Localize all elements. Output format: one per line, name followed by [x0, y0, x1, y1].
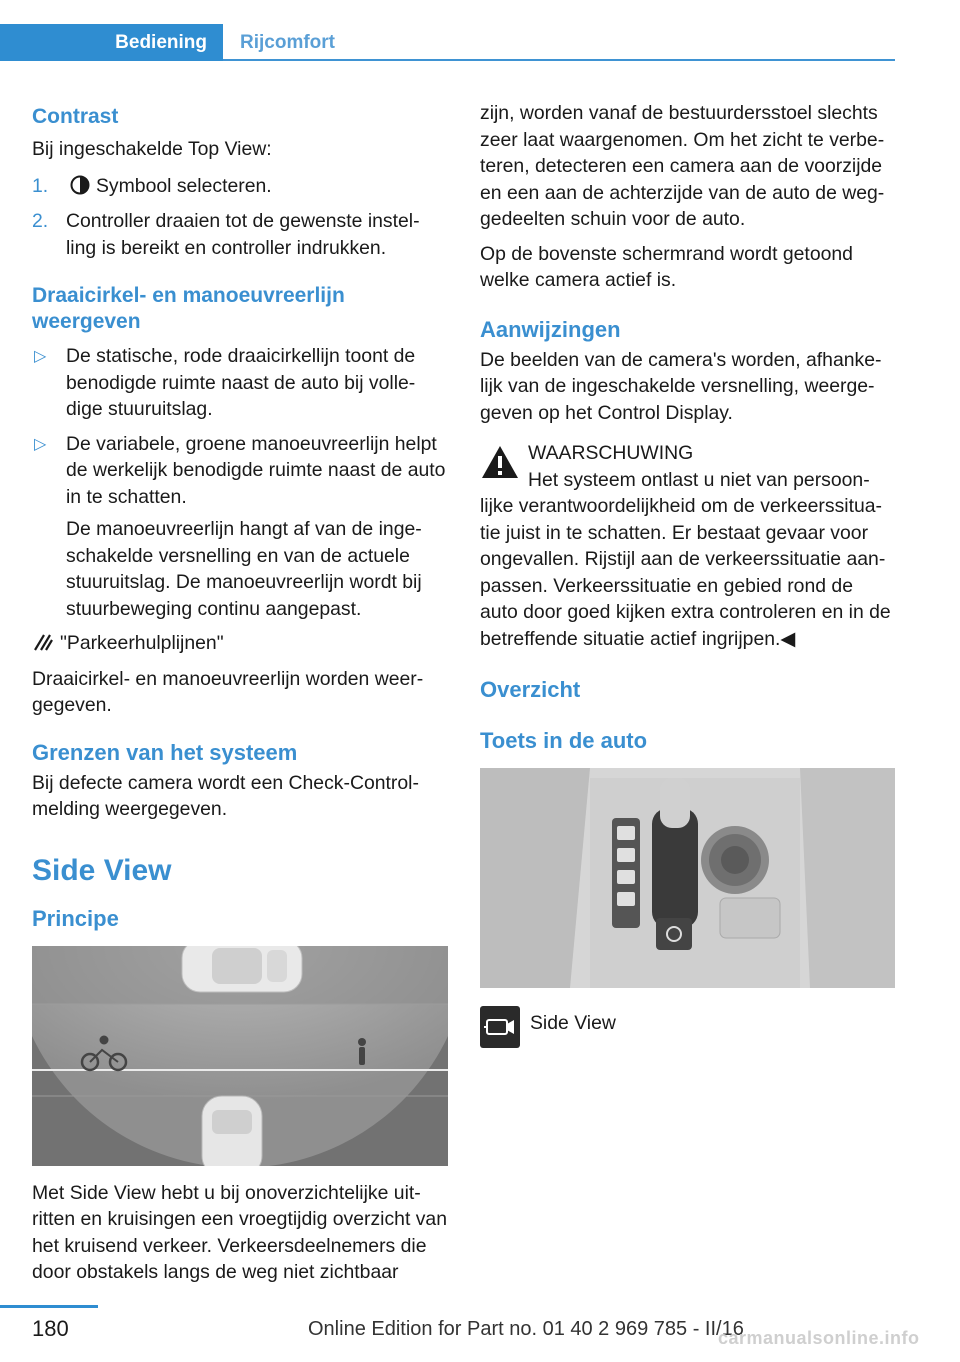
header-rule: [223, 59, 895, 61]
parking-lines-option: [32, 630, 448, 660]
bullet-text: De statische, rode draaicirkellijn toont de benodigde ruimte naast de auto bij volle-dige stuuruitslag.: [66, 345, 416, 420]
contrast-heading: Contrast: [32, 105, 119, 128]
triangle-bullet-icon: ▷: [34, 435, 47, 453]
parking-lines-desc: Draaicirkel- en manoeuvreerlijn worden weer-gegeven.: [32, 667, 424, 716]
warning-title: WAARSCHUWING: [528, 442, 694, 464]
limits-text: Bij defecte camera wordt een Check-Control-melding weergegeven.: [32, 771, 419, 820]
step-item: [32, 173, 448, 203]
footer-rule: [0, 1305, 98, 1308]
warning-triangle-icon: [480, 444, 520, 485]
limits-heading: Grenzen van het systeem: [32, 739, 298, 765]
contrast-steps: [32, 173, 448, 262]
warning-text: Het systeem ontlast u niet van persoon-lijke verantwoordelijkheid om de verkeerssitua-tie juist in te schatten. Er bestaat gevaar voor ongevallen. Rijstijl aan de verkeerssituatie aan-passen. Verkeerssituatie en gebied rond de auto door goed kijken extra controleren en in de betreffende situatie actief ingrijpen.◀: [480, 468, 891, 650]
parking-lines-icon: [32, 632, 54, 660]
step-text: Controller draaien tot de gewenste instel-ling is bereikt en controller indrukken.: [66, 210, 420, 259]
overview-heading: Overzicht: [480, 677, 581, 702]
hints-text: De beelden van de camera's worden, afhanke-lijk van de ingeschakelde versnelling, weerge-geven op het Control Display.: [480, 348, 882, 424]
bullet-item: [32, 431, 448, 623]
side-view-button-label: Side View: [530, 1012, 616, 1034]
center-console-photo: [480, 768, 895, 988]
principle-continued: zijn, worden vanaf de bestuurdersstoel slechts zeer laat waargenomen. Om het zicht te verbe-teren, detecteren een camera aan de voorzijde en een aan de achterzijde van de auto de weg-gedeelten schuin voor de auto.: [480, 102, 885, 230]
tab-bediening[interactable]: Bediening: [0, 24, 223, 61]
principle-heading: Principe: [32, 905, 119, 931]
side-view-button-legend: [480, 1006, 896, 1050]
contrast-icon: [70, 175, 90, 203]
side-view-heading: Side View: [32, 853, 172, 887]
step-number: 1.: [32, 174, 49, 197]
side-view-camera-icon[interactable]: [480, 1006, 520, 1053]
button-in-car-heading: Toets in de auto: [480, 728, 648, 753]
page-number: 180: [32, 1316, 69, 1341]
warning-block: [480, 440, 896, 652]
right-column: [480, 100, 896, 1050]
turn-lines-heading: Draaicirkel- en manoeuvreerlijn weergeven: [32, 284, 345, 333]
edition-text: Online Edition for Part no. 01 40 2 969 785 - II/16: [308, 1318, 744, 1340]
hints-heading: Aanwijzingen: [480, 316, 621, 342]
bullet-text: De variabele, groene manoeuvreerlijn helpt de werkelijk benodigde ruimte naast de auto in te schatten.: [66, 432, 446, 508]
bullet-item: [32, 343, 448, 423]
principle-text: Met Side View hebt u bij onoverzichtelijke uit-ritten en kruisingen een vroegtijdig overzicht van het kruisend verkeer. Verkeersdeelnemers die door obstakels langs de weg niet zichtbaar: [32, 1181, 447, 1283]
side-view-illustration: [32, 946, 448, 1166]
chapter-tabs: [0, 24, 895, 61]
bullet-continuation: De manoeuvreerlijn hangt af van de inge-schakelde versnelling en van de actuele stuuruitslag. De manoeuvreerlijn wordt bij stuurbeweging continu aangepast.: [66, 518, 422, 620]
triangle-bullet-icon: ▷: [34, 348, 47, 365]
step-item: [32, 208, 448, 261]
parking-lines-label: "Parkeerhulplijnen": [60, 632, 224, 654]
step-number: 2.: [32, 210, 49, 232]
active-camera-text: Op de bovenste schermrand wordt getoond welke camera actief is.: [480, 242, 853, 291]
contrast-intro: Bij ingeschakelde Top View:: [32, 138, 272, 160]
tab-rijcomfort[interactable]: Rijcomfort: [240, 31, 335, 53]
step-text: Symbool selecteren.: [96, 174, 272, 197]
watermark: carmanualsonline.info: [718, 1328, 920, 1348]
left-column: [32, 100, 448, 1286]
turn-lines-bullets: [32, 343, 448, 622]
